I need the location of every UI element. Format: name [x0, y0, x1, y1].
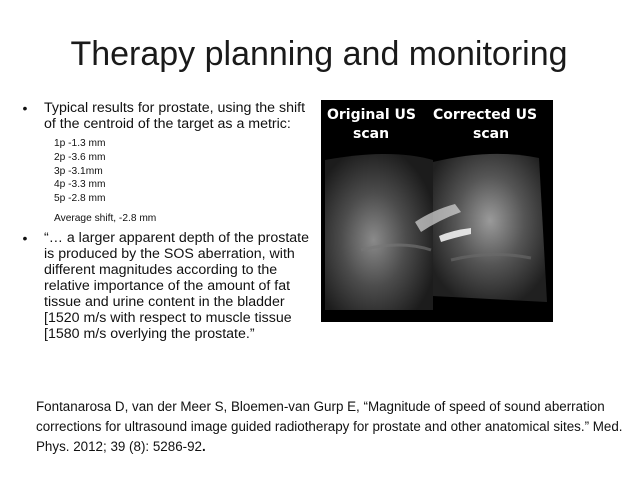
- corrected-scan: [433, 154, 547, 302]
- corrected-label-line2: scan: [473, 126, 510, 142]
- patient-shift-item: 2p -3.6 mm: [54, 151, 106, 163]
- bullet-dot: •: [22, 100, 28, 116]
- bullet-quote: [18, 230, 318, 342]
- original-label-line1: Original US: [327, 107, 416, 123]
- patient-shift-item: 3p -3.1mm: [54, 165, 103, 177]
- bullet-results: [18, 100, 318, 132]
- patient-shift-item: 1p -1.3 mm: [54, 138, 106, 149]
- citation: [36, 397, 626, 457]
- patient-shift-list: [54, 137, 318, 206]
- bullet-dot: •: [22, 229, 28, 246]
- original-scan: [325, 154, 433, 310]
- slide-title: Therapy planning and monitoring: [70, 35, 568, 73]
- patient-shift-item: 5p -2.8 mm: [54, 193, 106, 205]
- bullet-results-text: Typical results for prostate, using the shift of the centroid of the target as a metric:: [44, 100, 306, 132]
- citation-end: .: [202, 439, 206, 454]
- ultrasound-figure: [321, 100, 553, 322]
- average-shift: Average shift, -2.8 mm: [54, 212, 157, 224]
- bullet-quote-text: “… a larger apparent depth of the prostate is produced by the SOS aberration, with different magnitudes according to the relative importance of the amount of fat tissue and urine content in the bladder [1520 m/s with respect to muscle tissue [1580 m/s overlying the prostate.”: [44, 229, 309, 342]
- ultrasound-comparison-image: [321, 100, 553, 322]
- bullet-list: [18, 100, 318, 342]
- corrected-label-line1: Corrected US: [433, 107, 538, 123]
- patient-shift-item: 4p -3.3 mm: [54, 179, 106, 191]
- original-label-line2: scan: [353, 126, 390, 142]
- citation-text: Fontanarosa D, van der Meer S, Bloemen-van Gurp E, “Magnitude of speed of sound aberration corrections for ultrasound image guided radiotherapy for prostate and other anatomical sites.” Med. Phys. 2012; 39 (8): 5286-92: [36, 399, 623, 454]
